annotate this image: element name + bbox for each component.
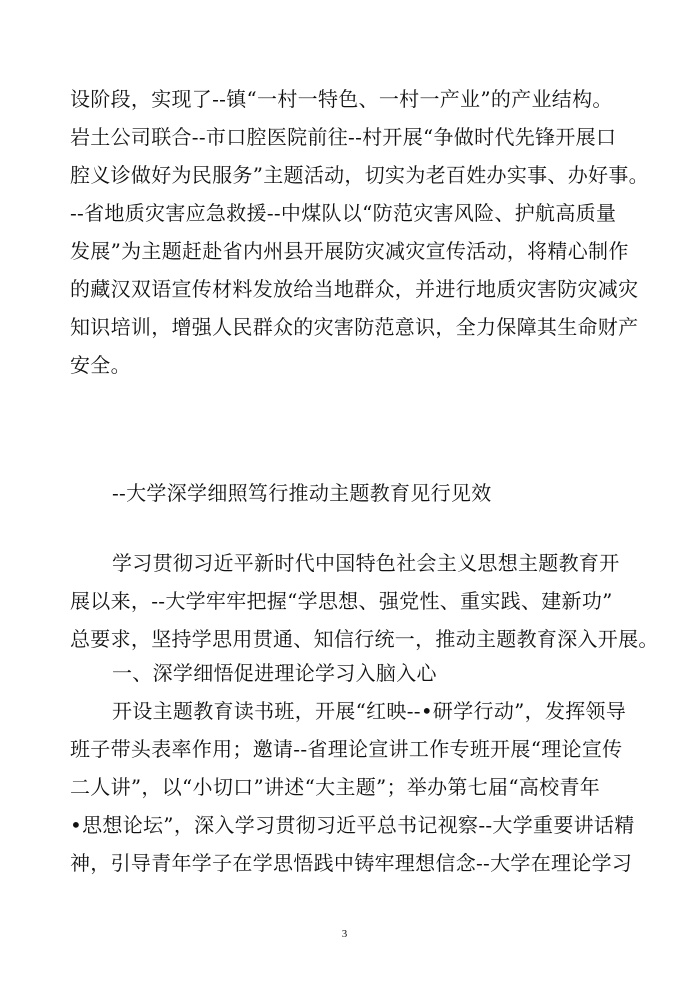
paragraph-line: 开设主题教育读书班，开展“红映--•研学行动”，发挥领导 <box>112 699 627 723</box>
paragraph-line: 二人讲”，以“小切口”讲述“大主题”；举办第七届“高校青年 <box>70 775 601 799</box>
paragraph-line: 班子带头表率作用；邀请--省理论宣讲工作专班开展“理论宣传 <box>70 737 623 761</box>
subheading: 一、深学细悟促进理论学习入脑入心 <box>112 661 437 685</box>
paragraph-line: 总要求，坚持学思用贯通、知信行统一，推动主题教育深入开展。 <box>70 627 659 651</box>
section-title: --大学深学细照笃行推动主题教育见行见效 <box>112 481 492 505</box>
paragraph-line: 知识培训，增强人民群众的灾害防范意识，全力保障其生命财产 <box>70 315 639 339</box>
paragraph-line: --省地质灾害应急救援--中煤队以“防范灾害风险、护航高质量 <box>70 201 617 225</box>
paragraph-line: 腔义诊做好为民服务”主题活动，切实为老百姓办实事、办好事。 <box>70 163 649 187</box>
paragraph-line: 神，引导青年学子在学思悟践中铸牢理想信念--大学在理论学习 <box>70 851 633 875</box>
paragraph-line: 的藏汉双语宣传材料发放给当地群众，并进行地质灾害防灾减灾 <box>70 277 639 301</box>
paragraph-line: 展以来，--大学牢牢把握“学思想、强党性、重实践、建新功” <box>70 589 613 613</box>
paragraph-line: 设阶段，实现了--镇“一村一特色、一村一产业”的产业结构。 <box>70 87 613 111</box>
paragraph-line: 发展”为主题赶赴省内州县开展防灾减灾宣传活动，将精心制作 <box>70 239 629 263</box>
paragraph-line: •思想论坛”，深入学习贯彻习近平总书记视察--大学重要讲话精 <box>70 813 635 837</box>
paragraph-line: 安全。 <box>70 353 131 377</box>
paragraph-line: 学习贯彻习近平新时代中国特色社会主义思想主题教育开 <box>112 551 620 575</box>
paragraph-line: 岩土公司联合--市口腔医院前往--村开展“争做时代先锋开展口 <box>70 125 617 149</box>
page-number: 3 <box>341 928 348 940</box>
